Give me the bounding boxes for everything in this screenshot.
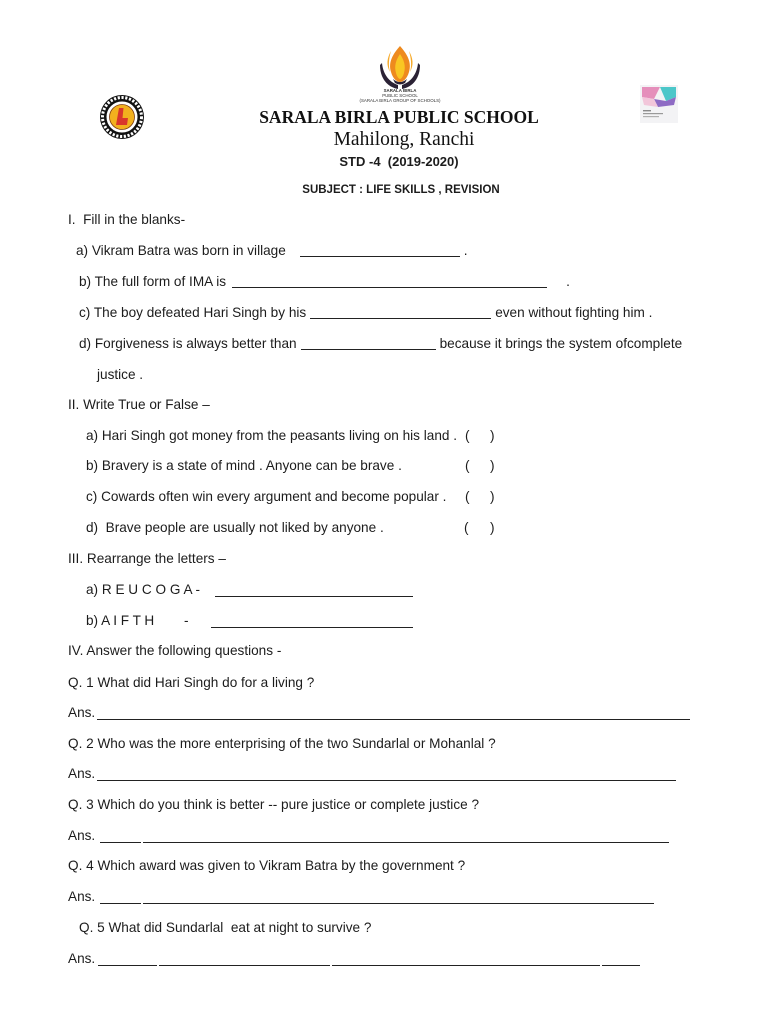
item-continuation: justice . [97, 367, 144, 382]
item-text-after: because it brings the system ofcomplete [439, 336, 683, 351]
question-5: Q. 5 What did Sundarlal eat at night to survive ? [79, 920, 372, 935]
dash: - [184, 613, 189, 628]
answer-line-4 [68, 888, 654, 906]
item-text: c) The boy defeated Hari Singh by his [79, 305, 307, 320]
answer-blank [310, 318, 491, 319]
item-text: a) Vikram Batra was born in village [76, 243, 286, 258]
subject-title: SUBJECT : LIFE SKILLS , REVISION [302, 184, 500, 196]
true-false-item-a [86, 427, 495, 445]
answer-blank [602, 965, 640, 966]
true-false-item-d [86, 519, 495, 537]
scrambled-letters: b) A I F T H [86, 613, 155, 628]
answer-blank [300, 256, 460, 257]
answer-blank [215, 596, 413, 597]
bracket-close: ) [490, 489, 495, 504]
bracket-open: ( [465, 489, 470, 504]
item-text-after: even without fighting him . [495, 305, 653, 320]
answer-blank [97, 780, 676, 781]
bracket-open: ( [464, 520, 469, 535]
rearrange-item-b [86, 612, 189, 630]
statement-text: c) Cowards often win every argument and become popular . [86, 489, 447, 504]
fill-blank-item-d [79, 335, 682, 353]
school-seal-emblem-icon [99, 94, 145, 140]
logo-line-1: SARALA BIRLA [383, 88, 417, 93]
answer-blank [97, 719, 690, 720]
flame-in-hands-logo-icon [379, 44, 421, 90]
scrambled-letters: a) R E U C O G A - [86, 582, 201, 597]
true-false-item-c [86, 488, 495, 506]
item-text-after: . [463, 243, 468, 258]
answer-label: Ans. [68, 705, 96, 720]
answer-blank [143, 903, 654, 904]
answer-blank [159, 965, 330, 966]
question-2: Q. 2 Who was the more enterprising of the two Sundarlal or Mohanlal ? [68, 736, 496, 751]
bracket-open: ( [465, 428, 470, 443]
item-text: b) The full form of IMA is [79, 274, 227, 289]
fill-blank-item-b [79, 273, 570, 291]
answer-label: Ans. [68, 951, 96, 966]
answer-blank [301, 349, 436, 350]
school-location: Mahilong, Ranchi [333, 129, 475, 150]
logo-lettering [340, 88, 460, 103]
bracket-close: ) [490, 458, 495, 473]
statement-text: b) Bravery is a state of mind . Anyone can be brave . [86, 458, 402, 473]
answer-blank [98, 965, 157, 966]
statement-text: d) Brave people are usually not liked by anyone . [86, 520, 384, 535]
answer-blank [100, 842, 141, 843]
section-1-heading: I. Fill in the blanks- [68, 212, 186, 227]
class-standard: STD -4 (2019-2020) [339, 154, 459, 169]
question-1: Q. 1 What did Hari Singh do for a living ? [68, 675, 315, 690]
answer-line-5 [68, 950, 640, 968]
answer-blank [232, 287, 547, 288]
answer-line-1 [68, 704, 690, 722]
bracket-close: ) [490, 428, 495, 443]
answer-line-2 [68, 765, 676, 783]
question-3: Q. 3 Which do you think is better -- pure justice or complete justice ? [68, 797, 480, 812]
answer-blank [100, 903, 141, 904]
answer-label: Ans. [68, 766, 96, 781]
rearrange-item-a [86, 581, 200, 599]
answer-line-3 [68, 827, 669, 845]
true-false-item-b [86, 457, 495, 475]
statement-text: a) Hari Singh got money from the peasants living on his land . [86, 428, 458, 443]
answer-blank [143, 842, 669, 843]
logo-line-3: (SARALA BIRLA GROUP OF SCHOOLS) [359, 98, 441, 103]
school-name: SARALA BIRLA PUBLIC SCHOOL [259, 107, 539, 127]
item-text-after: . [566, 274, 570, 289]
answer-label: Ans. [68, 828, 96, 843]
question-4: Q. 4 Which award was given to Vikram Batra by the government ? [68, 858, 466, 873]
fill-blank-item-c [79, 304, 652, 322]
section-2-heading: II. Write True or False – [68, 397, 210, 412]
bracket-open: ( [465, 458, 470, 473]
bracket-close: ) [490, 520, 495, 535]
item-text: d) Forgiveness is always better than [79, 336, 297, 351]
colorful-square-badge-icon [640, 85, 678, 123]
section-3-heading: III. Rearrange the letters – [68, 551, 226, 566]
answer-label: Ans. [68, 889, 96, 904]
fill-blank-item-a [76, 242, 468, 260]
answer-blank [332, 965, 600, 966]
section-4-heading: IV. Answer the following questions - [68, 643, 282, 658]
answer-blank [211, 627, 413, 628]
logo-line-2: PUBLIC SCHOOL [382, 93, 418, 98]
